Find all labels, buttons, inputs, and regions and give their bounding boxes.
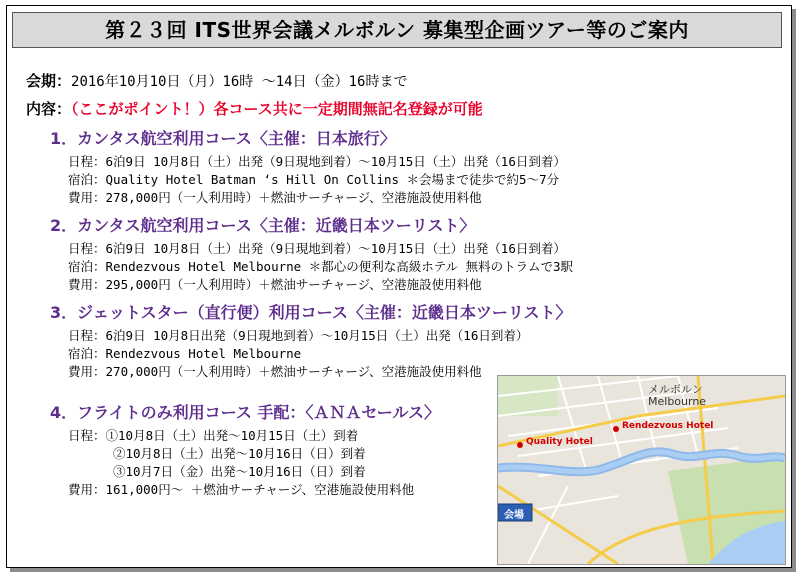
course-4-schedule-label: 日程： — [68, 428, 106, 443]
course-4-schedule-text-1: ①10月8日（土）出発～10月15日（土）到着 — [105, 428, 359, 443]
course-1-hotel-label: 宿泊： — [68, 172, 106, 187]
course-2-schedule — [68, 239, 566, 257]
page-title: 第２３回 ITS世界会議メルボルン 募集型企画ツアー等のご案内 — [12, 12, 782, 48]
course-4-cost-text: 161,000円～ ＋燃油サーチャージ、空港施設使用料他 — [105, 482, 415, 497]
course-3-schedule — [68, 326, 528, 344]
map-city-en: Melbourne — [648, 395, 707, 408]
course-4-heading: 4．フライトのみ利用コース 手配：〈ＡＮＡセールス〉 — [50, 403, 440, 422]
course-4-schedule-3: ③10月7日（金）出発～10月16日（日）到着 — [113, 464, 366, 479]
course-1-cost — [68, 188, 482, 206]
course-1-schedule — [68, 152, 566, 170]
venue-label: 会場 — [504, 510, 524, 521]
course-3-cost — [68, 362, 482, 380]
course-3-cost-text: 270,000円（一人利用時）＋燃油サーチャージ、空港施設使用料他 — [105, 364, 482, 379]
course-4-cost-label: 費用： — [68, 482, 106, 497]
melbourne-map — [497, 375, 786, 565]
course-3-hotel — [68, 344, 301, 362]
course-2-cost — [68, 275, 482, 293]
course-2-cost-text: 295,000円（一人利用時）＋燃油サーチャージ、空港施設使用料他 — [105, 277, 482, 292]
map-city-label — [648, 384, 706, 408]
course-2-schedule-text: 6泊9日 10月8日（土）出発（9日現地到着）～10月15日（土）出発（16日到着） — [105, 241, 566, 256]
course-2-hotel — [68, 257, 573, 275]
quality-hotel-marker — [517, 442, 523, 448]
course-3-schedule-text: 6泊9日 10月8日出発（9日現地到着）～10月15日（土）出発（16日到着） — [105, 328, 529, 343]
course-4-schedule-1 — [68, 426, 358, 444]
course-2-hotel-label: 宿泊： — [68, 259, 106, 274]
course-1-hotel-text: Quality Hotel Batman ‘s Hill On Collins ＊会場まで徒歩で約5～7分 — [105, 172, 560, 187]
course-2-hotel-text: Rendezvous Hotel Melbourne ＊都心の便利な高級ホテル 無料のトラムで3駅 — [105, 259, 574, 274]
course-2-heading: 2．カンタス航空利用コース〈主催：近畿日本ツーリスト〉 — [50, 216, 476, 235]
content-label: 内容： — [26, 100, 72, 118]
rendezvous-hotel-marker — [613, 426, 619, 432]
content-row — [26, 98, 483, 119]
period-row — [26, 70, 407, 91]
period-value: 2016年10月10日（月）16時 ～14日（金）16時まで — [71, 74, 408, 90]
course-3-schedule-label: 日程： — [68, 328, 106, 343]
content-highlight: （ここがポイント！）各コース共に一定期間無記名登録が可能 — [71, 100, 483, 118]
course-2-schedule-label: 日程： — [68, 241, 106, 256]
course-3-hotel-text: Rendezvous Hotel Melbourne — [105, 346, 302, 361]
course-3-cost-label: 費用： — [68, 364, 106, 379]
quality-hotel-label: Quality Hotel — [526, 437, 593, 447]
period-label: 会期： — [26, 72, 72, 90]
map-graphic — [498, 376, 785, 564]
course-4-cost — [68, 480, 414, 498]
course-1-schedule-label: 日程： — [68, 154, 106, 169]
course-1-schedule-text: 6泊9日 10月8日（土）出発（9日現地到着）～10月15日（土）出発（16日到着） — [105, 154, 566, 169]
course-1-hotel — [68, 170, 559, 188]
course-3-hotel-label: 宿泊： — [68, 346, 106, 361]
course-1-cost-text: 278,000円（一人利用時）＋燃油サーチャージ、空港施設使用料他 — [105, 190, 482, 205]
course-3-heading: 3．ジェットスター（直行便）利用コース〈主催：近畿日本ツーリスト〉 — [50, 303, 572, 322]
rendezvous-hotel-label: Rendezvous Hotel — [622, 421, 714, 431]
course-1-heading: 1．カンタス航空利用コース〈主催：日本旅行〉 — [50, 129, 396, 148]
map-city-jp: メルボルン — [648, 383, 703, 396]
course-4-schedule-2: ②10月8日（土）出発～10月16日（日）到着 — [113, 446, 366, 461]
course-2-cost-label: 費用： — [68, 277, 106, 292]
course-1-cost-label: 費用： — [68, 190, 106, 205]
